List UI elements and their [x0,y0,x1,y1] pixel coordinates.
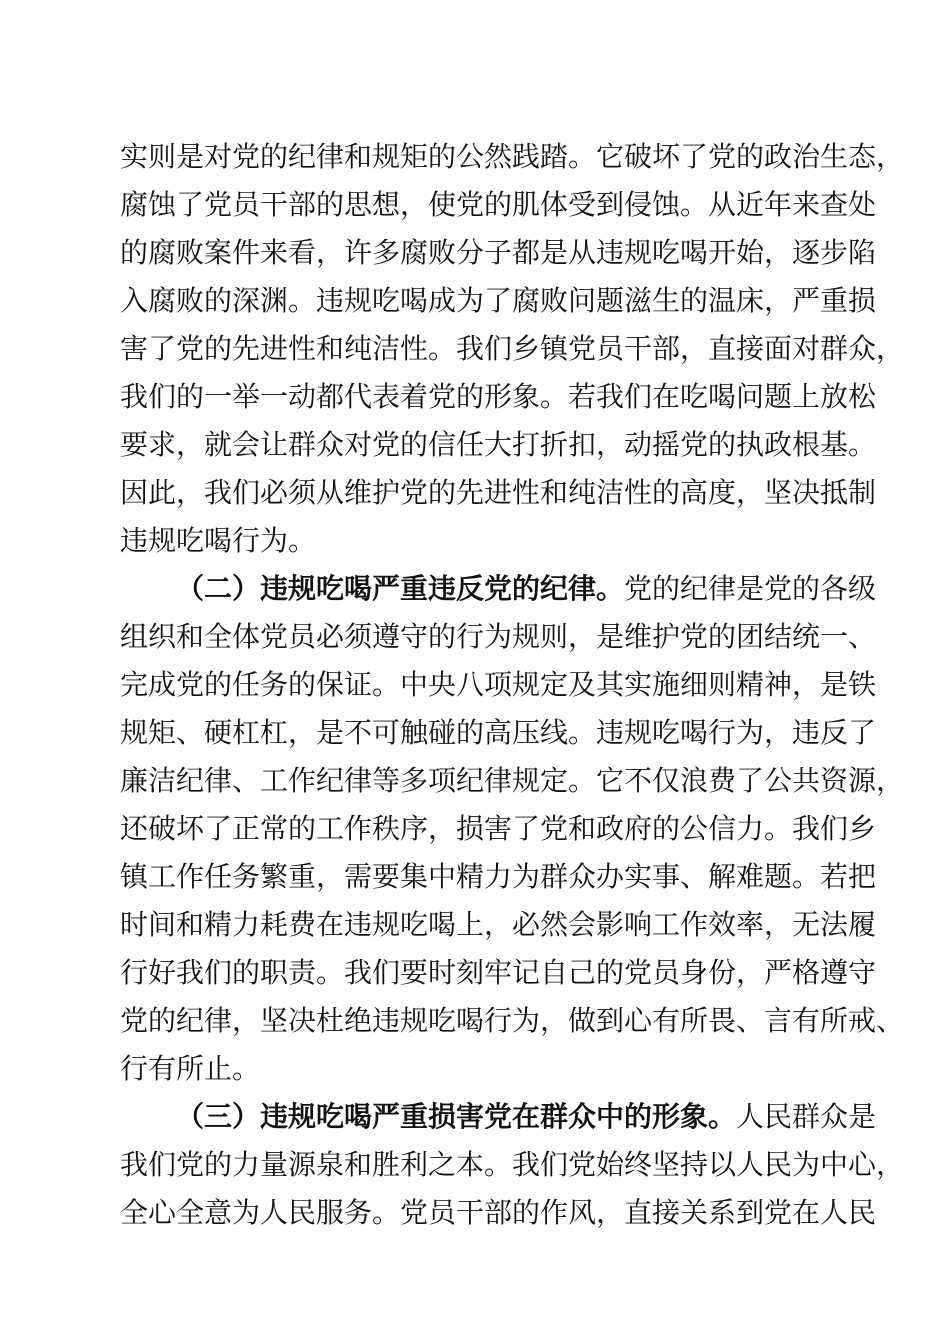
text-line: 害了党的先进性和纯洁性。我们乡镇党员干部，直接面对群众， [120,332,905,365]
text-line: 腐蚀了党员干部的思想，使党的肌体受到侵蚀。从近年来查处 [120,188,877,221]
text-line: 廉洁纪律、工作纪律等多项纪律规定。它不仅浪费了公共资源， [120,764,905,797]
text-line: 违规吃喝行为。 [120,524,317,557]
text-line: 要求，就会让群众对党的信任大打折扣，动摇党的执政根基。 [120,428,877,461]
text-line: 组织和全体党员必须遵守的行为规则，是维护党的团结统一、 [120,620,877,653]
section-heading: （三）违规吃喝严重损害党在群众中的形象。 [176,1100,737,1133]
text-span: 人民群众是 [736,1100,877,1133]
text-line: 规矩、硬杠杠，是不可触碰的高压线。违规吃喝行为，违反了 [120,716,877,749]
section-heading-line [176,1093,877,1141]
text-line: 我们的一举一动都代表着党的形象。若我们在吃喝问题上放松 [120,380,877,413]
text-line: 党的纪律，坚决杜绝违规吃喝行为，做到心有所畏、言有所戒、 [120,1004,905,1037]
text-line: 行好我们的职责。我们要时刻牢记自己的党员身份，严格遵守 [120,956,877,989]
text-line: 完成党的任务的保证。中央八项规定及其实施细则精神，是铁 [120,668,877,701]
text-line: 还破坏了正常的工作秩序，损害了党和政府的公信力。我们乡 [120,812,877,845]
text-line: 时间和精力耗费在违规吃喝上，必然会影响工作效率，无法履 [120,908,877,941]
text-line: 我们党的力量源泉和胜利之本。我们党始终坚持以人民为中心， [120,1148,905,1181]
text-line: 因此，我们必须从维护党的先进性和纯洁性的高度，坚决抵制 [120,476,877,509]
text-line: 全心全意为人民服务。党员干部的作风，直接关系到党在人民 [120,1196,877,1229]
text-span: 党的纪律是党的各级 [624,572,877,605]
text-line: 的腐败案件来看，许多腐败分子都是从违规吃喝开始，逐步陷 [120,236,877,269]
text-line: 实则是对党的纪律和规矩的公然践踏。它破坏了党的政治生态， [120,140,905,173]
section-heading-line [176,565,877,613]
text-line: 行有所止。 [120,1052,261,1085]
text-line: 镇工作任务繁重，需要集中精力为群众办实事、解难题。若把 [120,860,877,893]
section-heading: （二）违规吃喝严重违反党的纪律。 [176,572,625,605]
text-line: 入腐败的深渊。违规吃喝成为了腐败问题滋生的温床，严重损 [120,284,877,317]
